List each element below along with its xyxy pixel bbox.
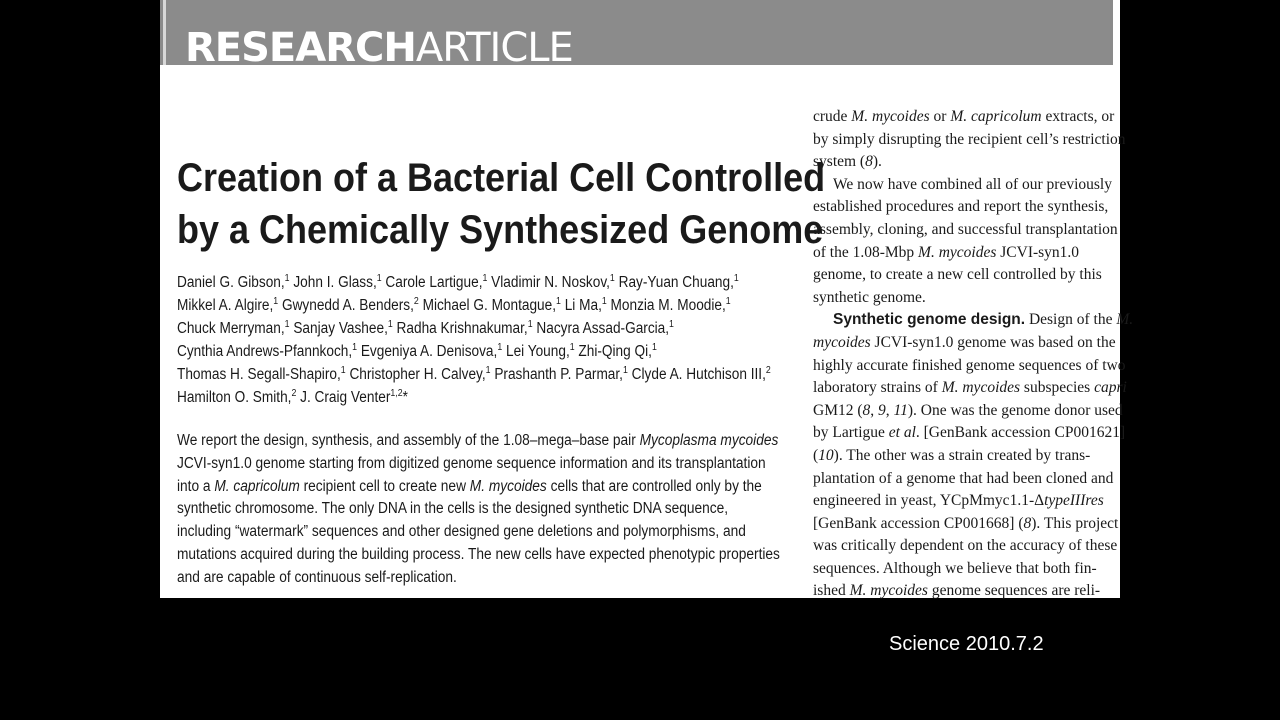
- body-line: mycoides JCVI-syn1.0 genome was based on the: [813, 333, 1116, 351]
- research-article-banner: [160, 0, 1113, 71]
- abstract: [177, 430, 797, 590]
- article-title: [177, 152, 826, 256]
- body-line: system (8).: [813, 153, 882, 171]
- body-line: genome, to create a new cell controlled by this: [813, 266, 1102, 284]
- section-heading: Synthetic genome design.: [833, 311, 1026, 329]
- source-caption: Science 2010.7.2: [889, 633, 1044, 655]
- author-line: Thomas H. Segall-Shapiro,$^1$ Christopher H. Calvey,$^1$ Prashanth P. Parmar,$^1$ Clyde A. Hutchison III,$^2$: [177, 364, 771, 383]
- abstract-line: JCVI-syn1.0 genome starting from digitized genome sequence information and its transplantation: [177, 454, 766, 472]
- body-line: Synthetic genome design. Design of the M.: [833, 311, 1134, 329]
- body-line: laboratory strains of M. mycoides subspecies capri: [813, 379, 1127, 397]
- banner-label: RESEARCHARTICLE: [185, 25, 573, 71]
- body-line: [GenBank accession CP001668] (8). This project: [813, 514, 1119, 532]
- body-line: by Lartigue et al. [GenBank accession CP001621]: [813, 424, 1126, 442]
- abstract-line: and are capable of continuous self-replication.: [177, 568, 457, 586]
- body-line: (10). The other was a strain created by trans-: [813, 446, 1091, 464]
- body-line: ished M. mycoides genome sequences are reli-: [813, 582, 1101, 600]
- abstract-line: synthetic chromosome. The only DNA in the cells is the designed synthetic DNA sequence,: [177, 500, 729, 518]
- author-line: Daniel G. Gibson,$^1$ John I. Glass,$^1$ Carole Lartigue,$^1$ Vladimir N. Noskov,$^1$ Ray-Yuan Chuang,$^1$: [177, 272, 739, 291]
- body-line: synthetic genome.: [813, 288, 926, 306]
- abstract-line: into a M. capricolum recipient cell to create new M. mycoides cells that are controlled only by the: [177, 477, 762, 495]
- body-line: established procedures and report the synthesis,: [813, 198, 1109, 216]
- body-line: sequences. Although we believe that both fin-: [813, 559, 1097, 577]
- body-line: by simply disrupting the recipient cell’s restriction: [813, 130, 1126, 148]
- body-line: highly accurate finished genome sequences of two: [813, 356, 1126, 374]
- body-line: GM12 (8, 9, 11). One was the genome donor used: [813, 401, 1123, 419]
- banner-edge: [163, 0, 166, 65]
- author-line: Mikkel A. Algire,$^1$ Gwynedd A. Benders,$^2$ Michael G. Montague,$^1$ Li Ma,$^1$ Monzia M. Moodie,$^1$: [177, 295, 731, 314]
- abstract-line: We report the design, synthesis, and assembly of the 1.08–mega–base pair Mycoplasma mycoides: [177, 432, 779, 449]
- article-page-image: [160, 0, 1134, 600]
- body-text-column: [813, 106, 1134, 603]
- body-line: crude M. mycoides or M. capricolum extracts, or: [813, 108, 1115, 125]
- abstract-line: including “watermark” sequences and other designed gene deletions and polymorphisms, and: [177, 523, 746, 541]
- author-line: Cynthia Andrews-Pfannkoch,$^1$ Evgeniya A. Denisova,$^1$ Lei Young,$^1$ Zhi-Qing Qi,$^1$: [177, 341, 657, 360]
- body-line: of the 1.08-Mbp M. mycoides JCVI-syn1.0: [813, 243, 1080, 261]
- body-line: was critically dependent on the accuracy of these: [813, 537, 1118, 555]
- body-line: engineered in yeast, YCpMmyc1.1-ΔtypeIIIres: [813, 492, 1104, 510]
- author-list: [177, 271, 793, 409]
- body-line: We now have combined all of our previously: [833, 175, 1112, 193]
- author-line: Chuck Merryman,$^1$ Sanjay Vashee,$^1$ Radha Krishnakumar,$^1$ Nacyra Assad-Garcia,$^1$: [177, 318, 674, 337]
- title-line: Creation of a Bacterial Cell Controlled: [177, 156, 826, 200]
- title-line: by a Chemically Synthesized Genome: [177, 208, 824, 252]
- abstract-line: mutations acquired during the building process. The new cells have expected phenotypic properties: [177, 545, 780, 563]
- body-line: assembly, cloning, and successful transplantation: [813, 220, 1118, 238]
- author-line: Hamilton O. Smith,$^2$ J. Craig Venter$^{1,2}$*: [177, 387, 408, 406]
- body-line: plantation of a genome that had been cloned and: [813, 469, 1114, 487]
